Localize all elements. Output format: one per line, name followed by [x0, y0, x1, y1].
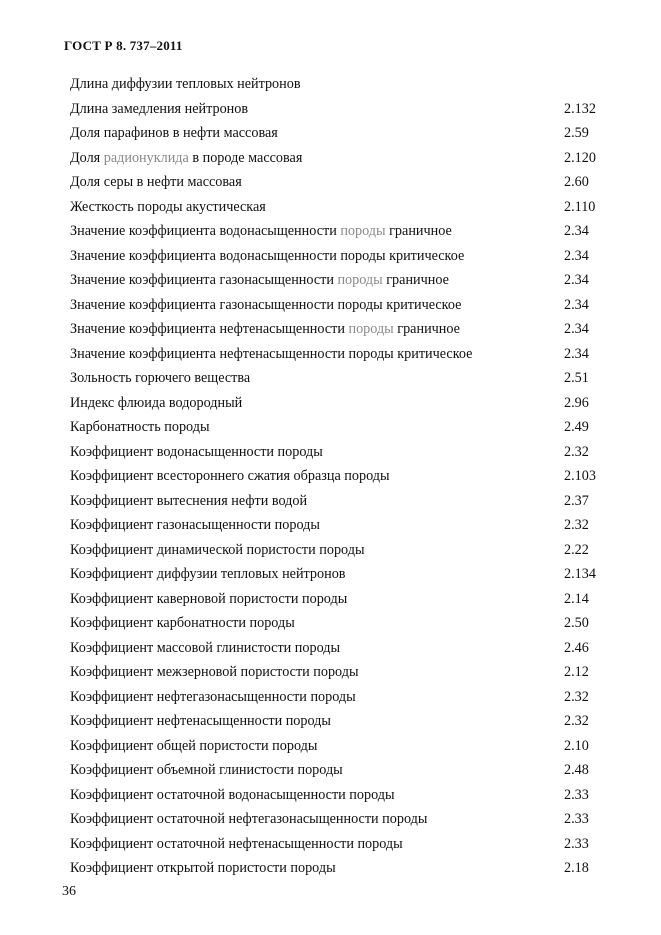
index-entry — [70, 489, 610, 514]
index-entry — [70, 513, 610, 538]
faded-word: радионуклида — [103, 149, 189, 166]
index-term: Индекс флюида водородный — [70, 394, 243, 411]
index-entry — [70, 783, 610, 808]
index-reference: 2.46 — [564, 639, 589, 656]
index-reference: 2.132 — [564, 100, 596, 117]
index-reference: 2.34 — [564, 247, 589, 264]
index-term: Коэффициент остаточной нефтегазонасыщенности породы — [70, 811, 428, 827]
index-term: Значение коэффициента нефтенасыщенности породы критическое — [70, 345, 473, 362]
index-entry — [70, 734, 610, 759]
index-term: Коэффициент остаточной водонасыщенности породы — [70, 786, 395, 803]
index-term: Значение коэффициента водонасыщенности породы критическое — [70, 247, 465, 264]
index-term: Коэффициент карбонатности породы — [70, 615, 295, 631]
index-entry — [70, 856, 610, 881]
index-entry — [70, 72, 610, 97]
index-term: Длина замедления нейтронов — [70, 100, 249, 117]
term-fragment: Значение коэффициента водонасыщенности — [70, 223, 341, 239]
term-fragment: граничное — [382, 272, 449, 288]
index-term: Доля парафинов в нефти массовая — [70, 125, 278, 141]
index-entry — [70, 342, 610, 367]
index-reference: 2.110 — [564, 198, 596, 215]
index-reference: 2.10 — [564, 737, 589, 754]
index-term — [70, 219, 452, 244]
index-reference: 2.34 — [564, 223, 589, 239]
term-fragment: Доля — [70, 149, 104, 166]
index-entry — [70, 587, 610, 612]
index-reference: 2.34 — [564, 296, 589, 313]
index-reference: 2.32 — [564, 688, 589, 705]
index-entry — [70, 464, 610, 489]
term-index-list — [70, 72, 610, 881]
index-entry — [70, 415, 610, 440]
index-entry — [70, 709, 610, 734]
index-reference: 2.48 — [564, 762, 589, 778]
index-reference: 2.96 — [564, 394, 589, 411]
index-term: Коэффициент массовой глинистости породы — [70, 639, 341, 656]
page-number: 36 — [62, 884, 76, 899]
index-entry — [70, 562, 610, 587]
index-term: Коэффициент открытой пористости породы — [70, 860, 336, 876]
faded-word: породы — [348, 321, 394, 337]
index-term: Коэффициент нефтегазонасыщенности породы — [70, 688, 356, 705]
index-reference: 2.51 — [564, 370, 589, 386]
faded-word: породы — [340, 223, 386, 239]
index-term: Доля серы в нефти массовая — [70, 174, 242, 190]
index-entry — [70, 440, 610, 465]
index-term: Коэффициент нефтенасыщенности породы — [70, 713, 331, 729]
index-reference: 2.32 — [564, 517, 589, 533]
index-entry — [70, 636, 610, 661]
index-entry — [70, 219, 610, 244]
index-term — [70, 146, 302, 171]
index-entry — [70, 758, 610, 783]
index-term: Жесткость породы акустическая — [70, 198, 266, 215]
term-fragment: граничное — [393, 321, 460, 337]
index-term: Коэффициент объемной глинистости породы — [70, 762, 343, 778]
index-reference: 2.49 — [564, 419, 589, 435]
index-term: Коэффициент остаточной нефтенасыщенности породы — [70, 835, 403, 852]
term-fragment: Значение коэффициента газонасыщенности — [70, 272, 338, 288]
index-term: Коэффициент диффузии тепловых нейтронов — [70, 566, 346, 582]
index-reference: 2.134 — [564, 566, 596, 582]
index-term: Значение коэффициента газонасыщенности породы критическое — [70, 296, 462, 313]
index-term: Коэффициент межзерновой пористости породы — [70, 664, 359, 680]
index-entry — [70, 146, 610, 171]
index-reference: 2.59 — [564, 125, 589, 141]
index-reference: 2.34 — [564, 272, 589, 288]
index-reference: 2.22 — [564, 541, 589, 558]
index-term: Коэффициент вытеснения нефти водой — [70, 492, 308, 509]
index-term: Зольность горючего вещества — [70, 370, 251, 386]
index-reference: 2.120 — [564, 149, 596, 166]
index-entry — [70, 268, 610, 293]
term-fragment: Значение коэффициента нефтенасыщенности — [70, 321, 349, 337]
index-entry — [70, 685, 610, 710]
index-reference: 2.103 — [564, 468, 596, 484]
index-entry — [70, 611, 610, 636]
index-entry — [70, 244, 610, 269]
index-entry — [70, 97, 610, 122]
index-reference: 2.37 — [564, 492, 589, 509]
index-entry — [70, 293, 610, 318]
index-term: Коэффициент общей пористости породы — [70, 737, 318, 754]
index-reference: 2.12 — [564, 664, 589, 680]
term-fragment: в породе массовая — [188, 149, 303, 166]
index-reference: 2.50 — [564, 615, 589, 631]
index-entry — [70, 195, 610, 220]
term-fragment: граничное — [385, 223, 452, 239]
index-entry — [70, 660, 610, 685]
index-entry — [70, 538, 610, 563]
index-reference: 2.60 — [564, 174, 589, 190]
page-header: ГОСТ Р 8. 737–2011 — [64, 38, 183, 53]
index-reference: 2.14 — [564, 590, 589, 607]
index-entry — [70, 317, 610, 342]
index-reference: 2.34 — [564, 345, 589, 362]
index-reference: 2.34 — [564, 321, 589, 337]
index-term: Карбонатность породы — [70, 419, 210, 435]
index-entry — [70, 121, 610, 146]
index-reference: 2.18 — [564, 860, 589, 876]
index-term: Коэффициент газонасыщенности породы — [70, 517, 320, 533]
index-term: Длина диффузии тепловых нейтронов — [70, 76, 301, 92]
index-term: Коэффициент динамической пористости породы — [70, 541, 365, 558]
index-reference: 2.32 — [564, 713, 589, 729]
index-term: Коэффициент каверновой пористости породы — [70, 590, 348, 607]
index-entry — [70, 832, 610, 857]
index-term — [70, 317, 460, 342]
index-reference: 2.33 — [564, 835, 589, 852]
index-term — [70, 268, 449, 293]
index-entry — [70, 366, 610, 391]
index-reference: 2.32 — [564, 443, 589, 460]
index-term: Коэффициент водонасыщенности породы — [70, 443, 323, 460]
index-term: Коэффициент всестороннего сжатия образца породы — [70, 468, 390, 484]
faded-word: породы — [337, 272, 383, 288]
index-reference: 2.33 — [564, 786, 589, 803]
index-entry — [70, 170, 610, 195]
index-entry — [70, 807, 610, 832]
index-reference: 2.33 — [564, 811, 589, 827]
index-entry — [70, 391, 610, 416]
